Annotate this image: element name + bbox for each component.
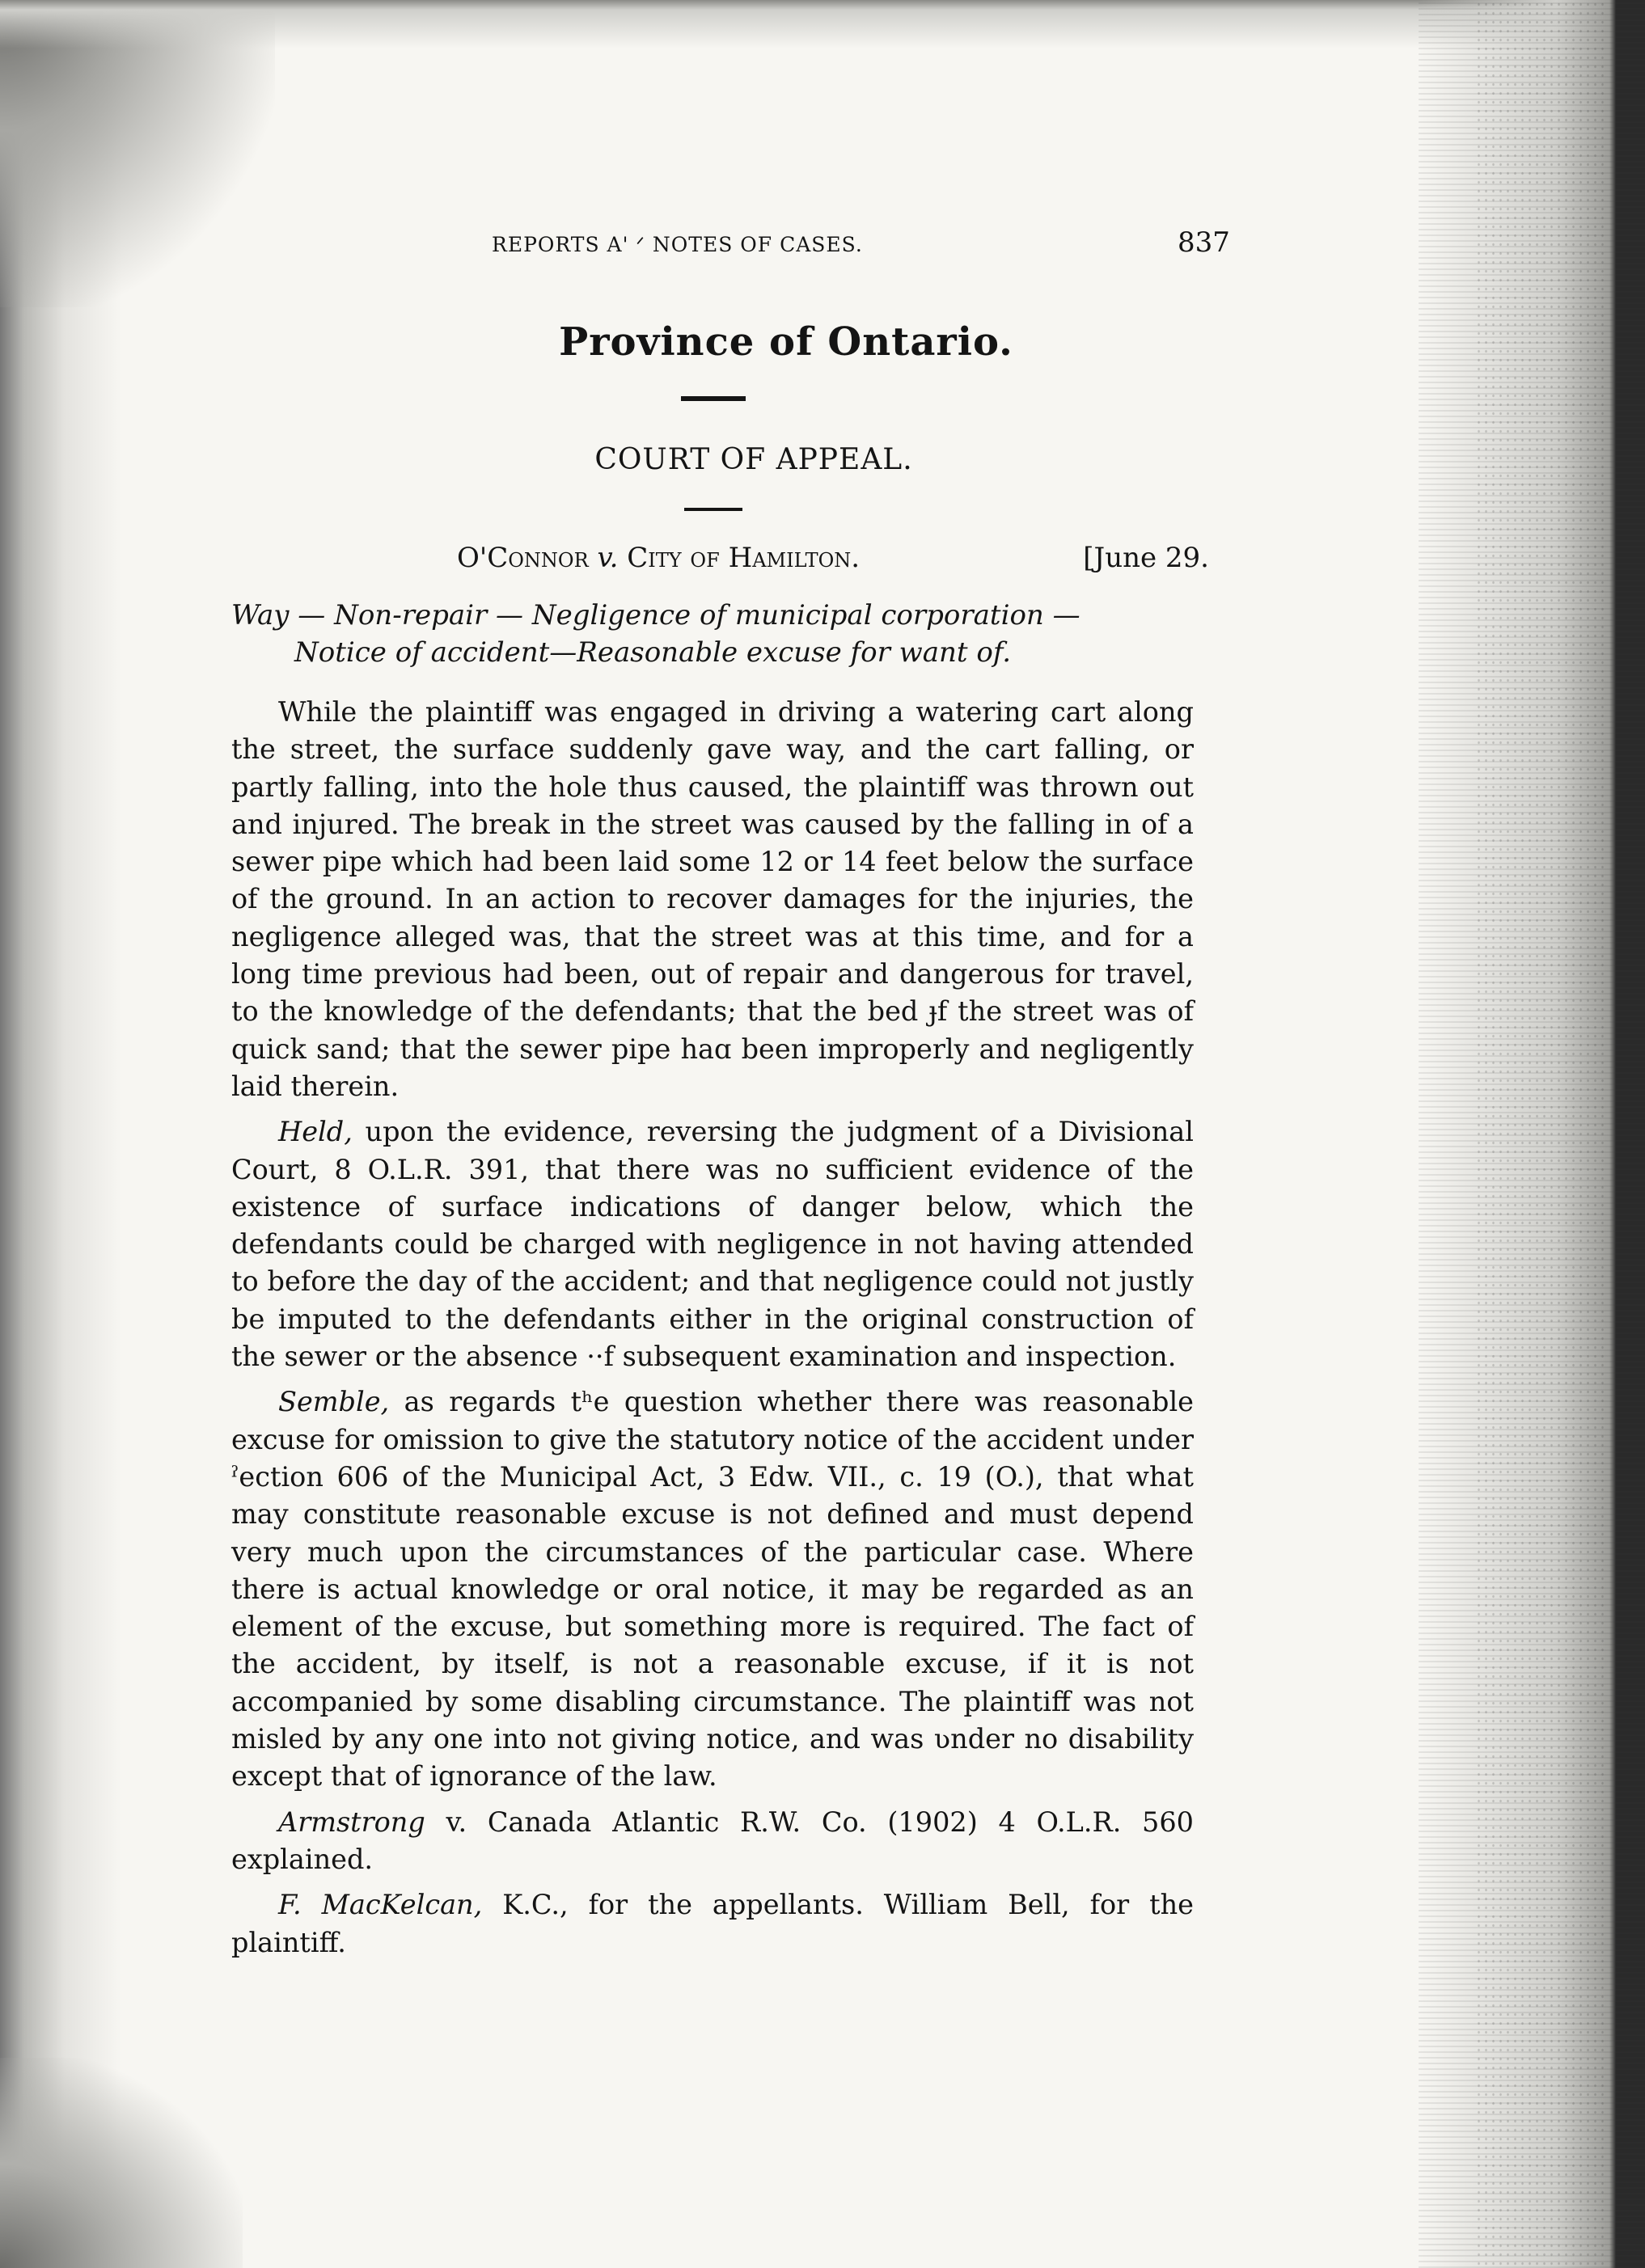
paragraph-text: as regards tʰe question whether there was reasonable excuse for omission to give the statutory notice of the accident under ˀection 606 of the Municipal Act, 3 Edw. VII., c. 19 (O.), that what may constitute reasonable excuse is not defined and must depend very much upon the circumstances of the particular case. Where there is actual knowledge or oral notice, it may be regarded as an element of the excuse, but something more is required. The fact of the accident, by itself, is not a reasonable excuse, if it is not accompanied by some disabling circumstance. The plaintiff was not misled by any one into not giving notice, and was ʋnder no disability except that of ignorance of the law. xyxy=(231,1386,1194,1793)
paragraph-lead: Semble, xyxy=(278,1386,390,1418)
case-party-defendant: City of Hamilton. xyxy=(627,542,861,574)
paragraph-text: While the plaintiff was engaged in driving a watering cart along the street, the surface suddenly gave way, and the cart falling, or partly falling, into the hole thus caused, the plaintiff was thrown out and injured. The break in the street was caused by the falling in of a sewer pipe which had been laid some 12 or 14 feet below the surface of the ground. In an action to recover damages for the injuries, the negligence alleged was, that the street was at this time, and for a long time previous had been, out of repair and dangerous for travel, to the knowledge of the defendants; that the bed ɟf the street was of quick sand; that the sewer pipe haɑ been improperly and negligently laid therein. xyxy=(231,696,1194,1102)
court-heading: COURT OF APPEAL. xyxy=(594,443,913,476)
paragraph-text: K.C., for the appellants. William Bell, for the plaintiff. xyxy=(231,1889,1194,1958)
paragraph-facts xyxy=(231,694,1194,1105)
section-title: Province of Ontario. xyxy=(559,319,1013,365)
headnote-line: Notice of accident—Reasonable excuse for want of. xyxy=(294,636,1012,669)
paragraph-counsel xyxy=(231,1886,1194,1962)
paragraph-held xyxy=(231,1113,1194,1375)
paragraph-citation xyxy=(231,1804,1194,1879)
paragraph-lead: Armstrong xyxy=(278,1806,425,1838)
paragraph-text: upon the evidence, reversing the judgment of a Divisional Court, 8 O.L.R. 391, that there was no sufficient evidence of the existence of surface indications of danger below, which the defendants could be charged with negligence in not having attended to before the day of the accident; and that negligence could not justly be imputed to the defendants either in the original construction of the sewer or the absence ··f subsequent examination and inspection. xyxy=(231,1116,1194,1373)
scan-shadow-top xyxy=(0,0,1645,49)
paragraph-semble xyxy=(231,1383,1194,1795)
case-party-plaintiff: O'Connor xyxy=(457,542,589,574)
headnote xyxy=(231,597,1194,671)
case-date: [June 29. xyxy=(1083,542,1209,574)
divider-rule xyxy=(684,508,742,511)
scan-shadow-bottom-left xyxy=(0,2058,243,2268)
paragraph-lead: F. MacKelcan, xyxy=(278,1889,483,1921)
divider-rule xyxy=(681,396,746,401)
report-body xyxy=(231,694,1194,1962)
case-versus: v. xyxy=(597,542,619,574)
running-head xyxy=(0,226,1645,267)
headnote-line: Way — Non-repair — Negligence of municipal corporation — xyxy=(231,599,1080,631)
running-head-title: REPORTS A' ᐟ NOTES OF CASES. xyxy=(492,233,863,256)
page-number: 837 xyxy=(1178,226,1230,259)
case-title xyxy=(457,542,860,574)
paragraph-text: v. Canada Atlantic R.W. Co. (1902) 4 O.L.R. 560 explained. xyxy=(231,1806,1194,1875)
case-caption xyxy=(457,542,1209,582)
paragraph-lead: Held, xyxy=(278,1116,353,1148)
